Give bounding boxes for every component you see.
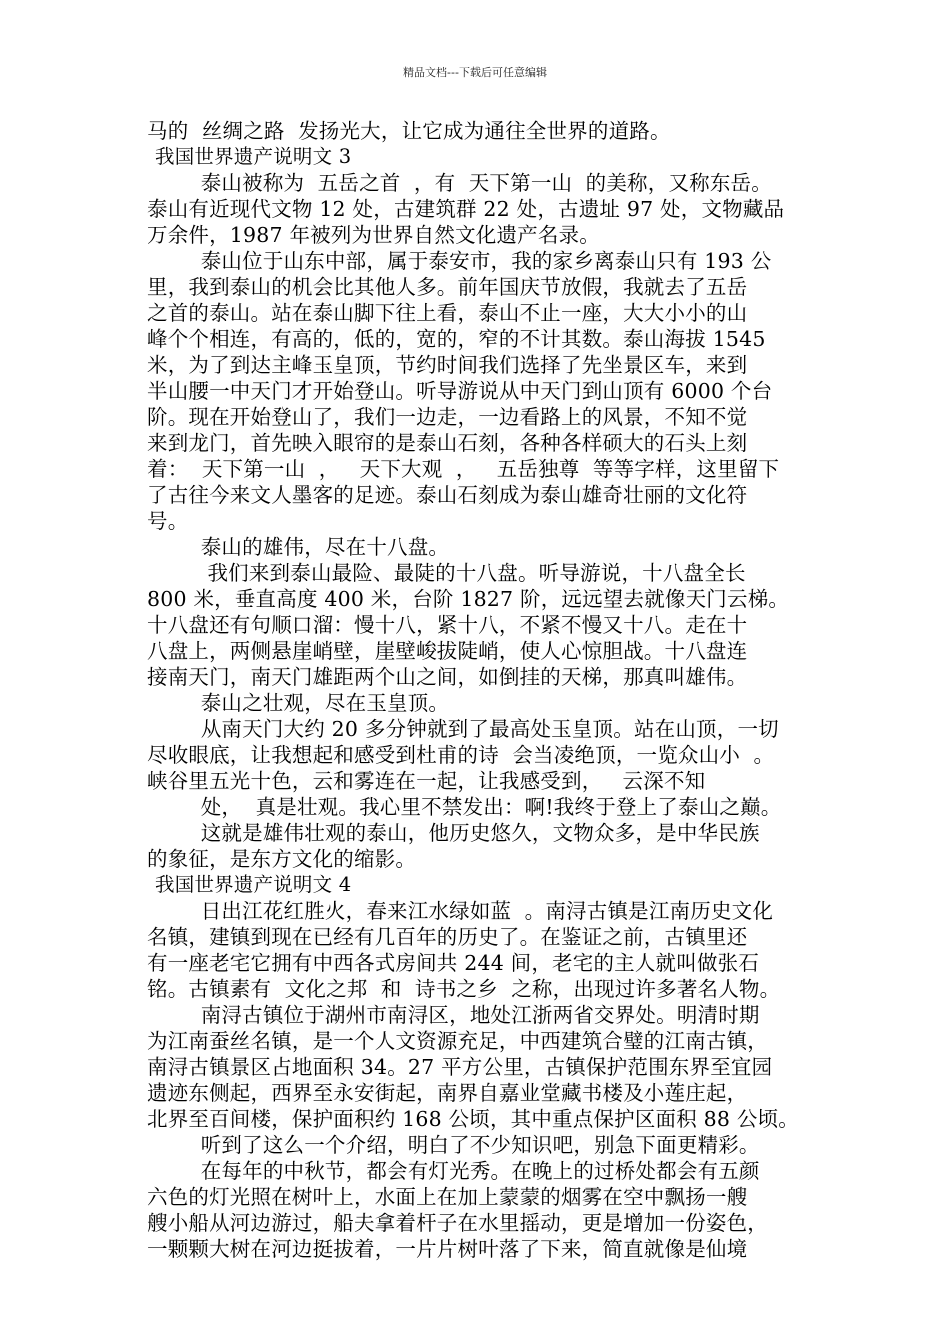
text-line: 着： 天下第一山 ， 天下大观 ， 五岳独尊 等等字样，这里留下 [147, 457, 780, 481]
text-line: 泰山被称为 五岳之首 ，有 天下第一山 的美称，又称东岳。 [147, 171, 772, 195]
document-body [147, 118, 807, 1262]
text-line: 米，为了到达主峰玉皇顶，节约时间我们选择了先坐景区车，来到 [147, 353, 748, 377]
text-line: 里，我到泰山的机会比其他人多。前年国庆节放假，我就去了五岳 [147, 275, 748, 299]
text-line: 泰山之壮观，尽在玉皇顶。 [147, 691, 450, 715]
text-line: 在每年的中秋节，都会有灯光秀。在晚上的过桥处都会有五颜 [147, 1159, 760, 1183]
text-line: 泰山有近现代文物 12 处，古建筑群 22 处，古遗址 97 处，文物藏品 [147, 197, 785, 221]
text-line: 来到龙门，首先映入眼帘的是泰山石刻，各种各样硕大的石头上刻 [147, 431, 748, 455]
text-line: 十八盘还有句顺口溜：慢十八，紧十八，不紧不慢又十八。走在十 [147, 613, 748, 637]
text-line: 800 米，垂直高度 400 米，台阶 1827 阶，远远望去就像天门云梯。 [147, 587, 790, 611]
text-line: 一颗颗大树在河边挺拔着，一片片树叶落了下来，简直就像是仙境 [147, 1237, 748, 1261]
text-line: 万余件，1987 年被列为世界自然文化遗产名录。 [147, 223, 600, 247]
text-line: 艘小船从河边游过，船夫拿着杆子在水里摇动，更是增加一份姿色， [147, 1211, 768, 1235]
text-line: 南浔古镇位于湖州市南浔区，地处江浙两省交界处。明清时期 [147, 1003, 760, 1027]
text-line: 这就是雄伟壮观的泰山，他历史悠久，文物众多，是中华民族 [147, 821, 760, 845]
text-line: 听到了这么一个介绍，明白了不少知识吧，别急下面更精彩。 [147, 1133, 760, 1157]
text-line: 尽收眼底，让我想起和感受到杜甫的诗 会当凌绝顶，一览众山小 。 [147, 743, 775, 767]
text-line: 马的 丝绸之路 发扬光大，让它成为通往全世界的道路。 [147, 119, 671, 143]
text-line: 我们来到泰山最险、最陡的十八盘。听导游说，十八盘全长 [147, 561, 746, 585]
text-line: 南浔古镇景区占地面积 34。27 平方公里，古镇保护范围东界至宜园 [147, 1055, 773, 1079]
text-line: 处， 真是壮观。我心里不禁发出：啊!我终于登上了泰山之巅。 [147, 795, 782, 819]
text-line: 遗迹东侧起，西界至永安街起，南界自嘉业堂藏书楼及小莲庄起， [147, 1081, 748, 1105]
text-line: 了古往今来文人墨客的足迹。泰山石刻成为泰山雄奇壮丽的文化符 [147, 483, 748, 507]
text-line: 北界至百间楼，保护面积约 168 公顷，其中重点保护区面积 88 公顷。 [147, 1107, 799, 1131]
text-line: 泰山位于山东中部，属于泰安市，我的家乡离泰山只有 193 公 [147, 249, 772, 273]
text-line: 泰山的雄伟，尽在十八盘。 [147, 535, 450, 559]
text-line: 峡谷里五光十色，云和雾连在一起，让我感受到， 云深不知 [147, 769, 706, 793]
text-line: 的象征，是东方文化的缩影。 [147, 847, 417, 871]
text-line: 为江南蚕丝名镇，是一个人文资源充足，中西建筑合璧的江南古镇， [147, 1029, 768, 1053]
text-line: 日出江花红胜火，春来江水绿如蓝 。南浔古镇是江南历史文化 [147, 899, 774, 923]
text-line: 峰个个相连，有高的，低的，宽的，窄的不计其数。泰山海拔 1545 [147, 327, 766, 351]
text-line: 有一座老宅它拥有中西各式房间共 244 间，老宅的主人就叫做张石 [147, 951, 760, 975]
text-line: 六色的灯光照在树叶上，水面上在加上蒙蒙的烟雾在空中飘扬一艘 [147, 1185, 748, 1209]
section-heading: 我国世界遗产说明文 3 [155, 145, 352, 168]
text-line: 从南天门大约 20 多分钟就到了最高处玉皇顶。站在山顶，一切 [147, 717, 779, 741]
text-line: 之首的泰山。站在泰山脚下往上看，泰山不止一座，大大小小的山 [147, 301, 748, 325]
text-line: 阶。现在开始登山了，我们一边走，一边看路上的风景，不知不觉 [147, 405, 748, 429]
text-line: 号。 [147, 509, 189, 533]
text-line: 接南天门，南天门雄距两个山之间，如倒挂的天梯，那真叫雄伟。 [147, 665, 748, 689]
text-line: 名镇，建镇到现在已经有几百年的历史了。在鉴证之前，古镇里还 [147, 925, 748, 949]
text-line: 八盘上，两侧悬崖峭壁，崖壁峻拔陡峭，使人心惊胆战。十八盘连 [147, 639, 748, 663]
text-line: 半山腰一中天门才开始登山。听导游说从中天门到山顶有 6000 个台 [147, 379, 773, 403]
text-line: 铭。古镇素有 文化之邦 和 诗书之乡 之称，出现过许多著名人物。 [147, 977, 781, 1001]
section-heading: 我国世界遗产说明文 4 [155, 873, 352, 896]
page-header: 精品文档---下载后可任意编辑 [403, 66, 547, 79]
